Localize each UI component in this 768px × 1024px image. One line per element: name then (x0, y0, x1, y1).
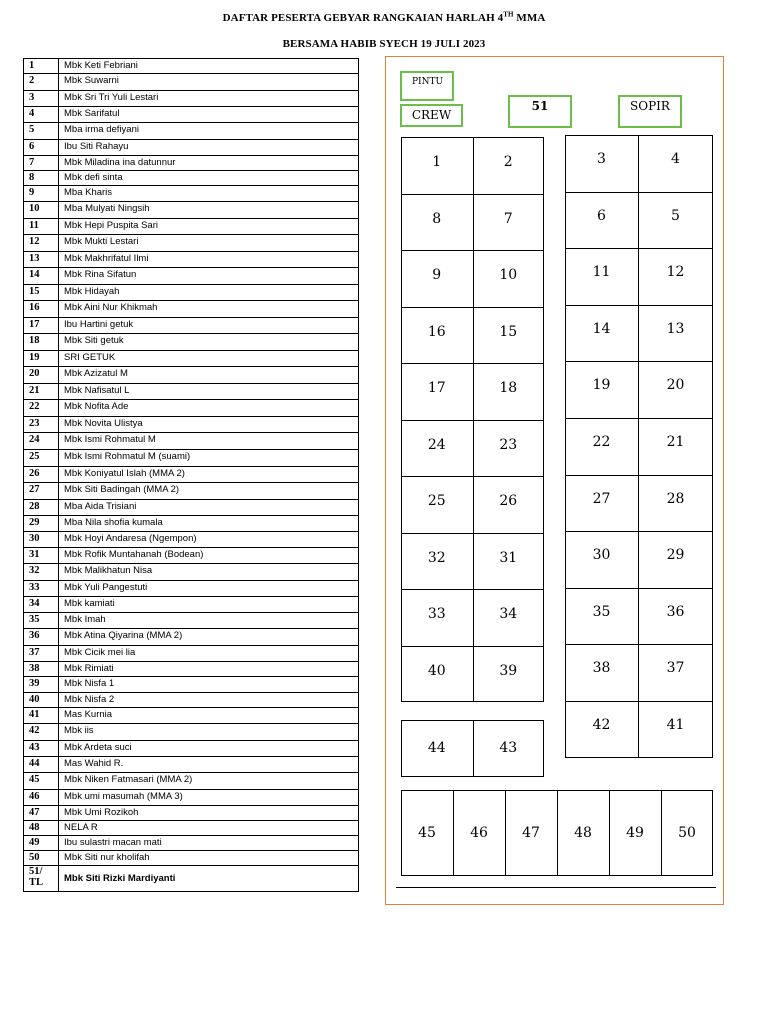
participant-row (24, 301, 359, 318)
participant-row (24, 107, 359, 123)
participant-name: Mbk kamiati (59, 597, 359, 613)
participant-number: 14 (24, 268, 59, 285)
seat-row-divider (565, 305, 713, 306)
participant-row (24, 318, 359, 334)
participant-number: 5 (24, 123, 59, 140)
participant-number: 30 (24, 532, 59, 548)
participant-row (24, 548, 359, 564)
participant-row (24, 74, 359, 91)
participant-row (24, 836, 359, 851)
seat-row-divider (565, 588, 713, 589)
participant-name: Mba Nila shofia kumala (59, 516, 359, 532)
seat-number: 32 (427, 549, 446, 566)
participant-number: 42 (24, 724, 59, 741)
seat-number: 45 (418, 825, 436, 841)
participant-name: Mbk Mukti Lestari (59, 235, 359, 252)
seat-number: 15 (499, 323, 518, 340)
seat-number: 47 (522, 825, 540, 841)
participant-row (24, 202, 359, 219)
participant-name: Mbk Ardeta suci (59, 741, 359, 757)
seat-number: 42 (592, 717, 611, 733)
participant-number: 28 (24, 500, 59, 516)
door-label: PINTU (400, 71, 454, 101)
participant-number: 4 (24, 107, 59, 123)
participant-name: Mbk Umi Rozikoh (59, 806, 359, 821)
title-superscript: TH (503, 10, 514, 19)
seat-row-divider (565, 644, 713, 645)
participant-row (24, 268, 359, 285)
participant-number: 24 (24, 433, 59, 450)
seat-row-divider (401, 476, 544, 477)
participant-row (24, 581, 359, 597)
participant-name: Mbk Yuli Pangestuti (59, 581, 359, 597)
participant-row (24, 417, 359, 433)
seat-number: 10 (499, 267, 518, 283)
participant-row (24, 851, 359, 866)
seat-row-divider (401, 307, 544, 308)
participant-number: 10 (24, 202, 59, 219)
participant-row (24, 467, 359, 483)
participant-row (24, 433, 359, 450)
participant-number: 50 (24, 851, 59, 866)
participant-name: Mbk Hidayah (59, 285, 359, 301)
participant-name: Mbk Siti getuk (59, 334, 359, 351)
seat-51-label: 51 (508, 95, 572, 128)
participant-number: 27 (24, 483, 59, 500)
floor-line (396, 887, 716, 888)
participant-number: 23 (24, 417, 59, 433)
seat-number: 44 (427, 740, 446, 756)
participant-name: Mbk Rofik Muntahanah (Bodean) (59, 548, 359, 564)
seat-row-divider (565, 701, 713, 702)
seat-number: 38 (592, 660, 611, 677)
participant-name: Mba irma defiyani (59, 123, 359, 140)
participant-number: 16 (24, 301, 59, 318)
participant-name: Mbk iis (59, 724, 359, 741)
participant-row (24, 646, 359, 662)
participant-number: 37 (24, 646, 59, 662)
participant-name: Mas Kurnia (59, 708, 359, 724)
participant-number: 29 (24, 516, 59, 532)
seat-row-divider (401, 363, 544, 364)
participant-name: Ibu Siti Rahayu (59, 140, 359, 156)
participant-row (24, 91, 359, 107)
driver-label: SOPIR (618, 95, 682, 128)
participant-name: Mbk Aini Nur Khikmah (59, 301, 359, 318)
participant-name: Mbk Nisfa 2 (59, 693, 359, 708)
participant-name: Mbk Makhrifatul Ilmi (59, 252, 359, 268)
seat-number: 18 (499, 380, 518, 396)
participant-number: 7 (24, 156, 59, 171)
participant-number: 22 (24, 400, 59, 417)
participant-name: Mbk Azizatul M (59, 367, 359, 384)
participant-row (24, 367, 359, 384)
participant-name: Mbk Niken Fatmasari (MMA 2) (59, 773, 359, 790)
participant-number: 17 (24, 318, 59, 334)
seat-number: 34 (499, 606, 518, 622)
participant-row (24, 450, 359, 467)
seat-number: 1 (432, 154, 442, 170)
participant-row (24, 140, 359, 156)
participant-row (24, 351, 359, 367)
participant-row (24, 806, 359, 821)
participant-name: Ibu Hartini getuk (59, 318, 359, 334)
participant-number: 43 (24, 741, 59, 757)
seat-row-divider (565, 531, 713, 532)
participant-number: 39 (24, 677, 59, 693)
participant-name: Mbk Siti nur kholifah (59, 851, 359, 866)
participant-name: Mas Wahid R. (59, 757, 359, 773)
participant-number: 8 (24, 171, 59, 186)
participant-row (24, 252, 359, 268)
participant-row (24, 564, 359, 581)
participant-name: Mba Aida Trisiani (59, 500, 359, 516)
participant-row (24, 597, 359, 613)
participant-row (24, 741, 359, 757)
participant-name: Mbk Malikhatun Nisa (59, 564, 359, 581)
participant-row (24, 285, 359, 301)
participant-name: Mbk Nafisatul L (59, 384, 359, 400)
participant-name: Mbk Ismi Rohmatul M (suami) (59, 450, 359, 467)
participant-row (24, 724, 359, 741)
seat-number: 5 (671, 207, 680, 224)
seat-number: 31 (499, 549, 518, 566)
participant-row (24, 219, 359, 235)
title-end: MMA (513, 12, 546, 24)
seat-row-divider (401, 589, 544, 590)
participant-name: Mbk Miladina ina datunnur (59, 156, 359, 171)
seat-number: 2 (503, 154, 513, 170)
participant-row (24, 773, 359, 790)
seat-number: 12 (666, 264, 685, 281)
participant-row (24, 866, 359, 892)
participant-row (24, 500, 359, 516)
participant-name: Mbk Hepi Puspita Sari (59, 219, 359, 235)
participant-table (23, 58, 359, 892)
seat-number: 11 (592, 264, 611, 281)
participant-number: 44 (24, 757, 59, 773)
participant-number: 26 (24, 467, 59, 483)
participant-number: 1 (24, 59, 59, 74)
participant-name: SRI GETUK (59, 351, 359, 367)
participant-name: Mbk Cicik mei lia (59, 646, 359, 662)
participant-number: 32 (24, 564, 59, 581)
seat-row-divider (401, 194, 544, 195)
participant-number: 40 (24, 693, 59, 708)
participant-row (24, 171, 359, 186)
participant-name: Mbk Hoyi Andaresa (Ngempon) (59, 532, 359, 548)
participant-row (24, 708, 359, 724)
participant-name: Mbk Sarifatul (59, 107, 359, 123)
title-main: DAFTAR PESERTA GEBYAR RANGKAIAN HARLAH 4 (222, 12, 504, 24)
participant-number: 46 (24, 790, 59, 806)
participant-row (24, 334, 359, 351)
participant-number: 35 (24, 613, 59, 629)
seat-number: 26 (499, 493, 518, 509)
seat-number: 19 (592, 377, 611, 394)
participant-name: Mbk umi masumah (MMA 3) (59, 790, 359, 806)
bus-seat-map (385, 56, 724, 905)
seat-row-divider (401, 646, 544, 647)
seat-row-divider (565, 475, 713, 476)
participant-row (24, 790, 359, 806)
seat-row-divider (401, 533, 544, 534)
participant-name: Mba Mulyati Ningsih (59, 202, 359, 219)
participant-row (24, 123, 359, 140)
seat-number: 37 (666, 660, 685, 677)
seat-number: 3 (597, 151, 606, 167)
participant-name: NELA R (59, 821, 359, 836)
participant-number: 3 (24, 91, 59, 107)
participant-name: Mbk Siti Rizki Mardiyanti (59, 866, 359, 892)
seat-number: 14 (592, 320, 611, 337)
participant-row (24, 662, 359, 677)
seat-number: 6 (597, 207, 606, 224)
participant-row (24, 629, 359, 646)
seat-number: 30 (592, 547, 611, 564)
participant-row (24, 532, 359, 548)
participant-name: Mbk defi sinta (59, 171, 359, 186)
participant-number: 31 (24, 548, 59, 564)
seat-number: 23 (499, 436, 518, 453)
participant-number: 9 (24, 186, 59, 202)
seat-number: 16 (427, 323, 446, 340)
participant-name: Mbk Ismi Rohmatul M (59, 433, 359, 450)
participant-number: 11 (24, 219, 59, 235)
participant-number: 20 (24, 367, 59, 384)
seat-number: 33 (427, 606, 446, 622)
participant-number: 2 (24, 74, 59, 91)
participant-name: Mbk Rimiati (59, 662, 359, 677)
participant-number: 48 (24, 821, 59, 836)
participant-number: 38 (24, 662, 59, 677)
participant-name: Ibu sulastri macan mati (59, 836, 359, 851)
seat-number: 36 (666, 603, 685, 620)
participant-name: Mbk Nofita Ade (59, 400, 359, 417)
seat-row-divider (565, 418, 713, 419)
seat-row-divider (565, 192, 713, 193)
seat-number: 24 (427, 436, 446, 453)
seat-row-divider (565, 248, 713, 249)
seat-number: 46 (470, 825, 488, 841)
participant-number: 6 (24, 140, 59, 156)
seat-number: 41 (666, 717, 685, 733)
seat-number: 40 (427, 662, 446, 679)
page-title (0, 12, 768, 24)
seat-number: 4 (671, 151, 680, 167)
participant-name: Mba Kharis (59, 186, 359, 202)
seat-number: 22 (592, 434, 611, 450)
seat-number: 13 (666, 320, 685, 337)
seat-number: 49 (626, 825, 644, 841)
seat-number: 9 (432, 267, 442, 283)
participant-number: 49 (24, 836, 59, 851)
participant-name: Mbk Nisfa 1 (59, 677, 359, 693)
seat-number: 27 (592, 490, 611, 507)
participant-number: 47 (24, 806, 59, 821)
seat-number: 21 (666, 434, 685, 450)
participant-number: 34 (24, 597, 59, 613)
participant-row (24, 677, 359, 693)
participant-name: Mbk Sri Tri Yuli Lestari (59, 91, 359, 107)
participant-row (24, 186, 359, 202)
participant-row (24, 483, 359, 500)
participant-row (24, 156, 359, 171)
page-subtitle: BERSAMA HABIB SYECH 19 JULI 2023 (282, 38, 486, 50)
participant-number: 15 (24, 285, 59, 301)
crew-label: CREW (400, 104, 463, 127)
participant-row (24, 516, 359, 532)
participant-row (24, 613, 359, 629)
participant-row (24, 821, 359, 836)
seat-number: 8 (432, 210, 442, 227)
participant-number: 36 (24, 629, 59, 646)
participant-name: Mbk Koniyatul Islah (MMA 2) (59, 467, 359, 483)
participant-row (24, 693, 359, 708)
seat-number: 48 (574, 825, 592, 841)
seat-row-divider (401, 420, 544, 421)
participant-number: 13 (24, 252, 59, 268)
seat-row-divider (565, 361, 713, 362)
seat-number: 43 (499, 740, 518, 756)
seat-row-divider (401, 250, 544, 251)
participant-name: Mbk Imah (59, 613, 359, 629)
participant-number: 51/ TL (24, 866, 59, 892)
participant-number: 12 (24, 235, 59, 252)
participant-number: 21 (24, 384, 59, 400)
participant-number: 41 (24, 708, 59, 724)
seat-number: 35 (592, 603, 611, 620)
seat-number: 50 (678, 825, 696, 841)
participant-row (24, 757, 359, 773)
participant-number: 45 (24, 773, 59, 790)
participant-name: Mbk Rina Sifatun (59, 268, 359, 285)
seat-number: 28 (666, 490, 685, 507)
participant-number: 19 (24, 351, 59, 367)
participant-row (24, 384, 359, 400)
seat-number: 20 (666, 377, 685, 394)
participant-name: Mbk Atina Qiyarina (MMA 2) (59, 629, 359, 646)
participant-number: 18 (24, 334, 59, 351)
participant-number: 33 (24, 581, 59, 597)
seat-number: 17 (427, 380, 446, 396)
participant-name: Mbk Siti Badingah (MMA 2) (59, 483, 359, 500)
participant-number: 25 (24, 450, 59, 467)
participant-name: Mbk Suwarni (59, 74, 359, 91)
participant-row (24, 235, 359, 252)
participant-row (24, 59, 359, 74)
participant-name: Mbk Keti Febriani (59, 59, 359, 74)
seat-number: 29 (666, 547, 685, 564)
participant-row (24, 400, 359, 417)
seat-number: 25 (427, 493, 446, 509)
seat-number: 39 (499, 662, 518, 679)
seat-number: 7 (503, 210, 513, 227)
participant-name: Mbk Novita Ulistya (59, 417, 359, 433)
